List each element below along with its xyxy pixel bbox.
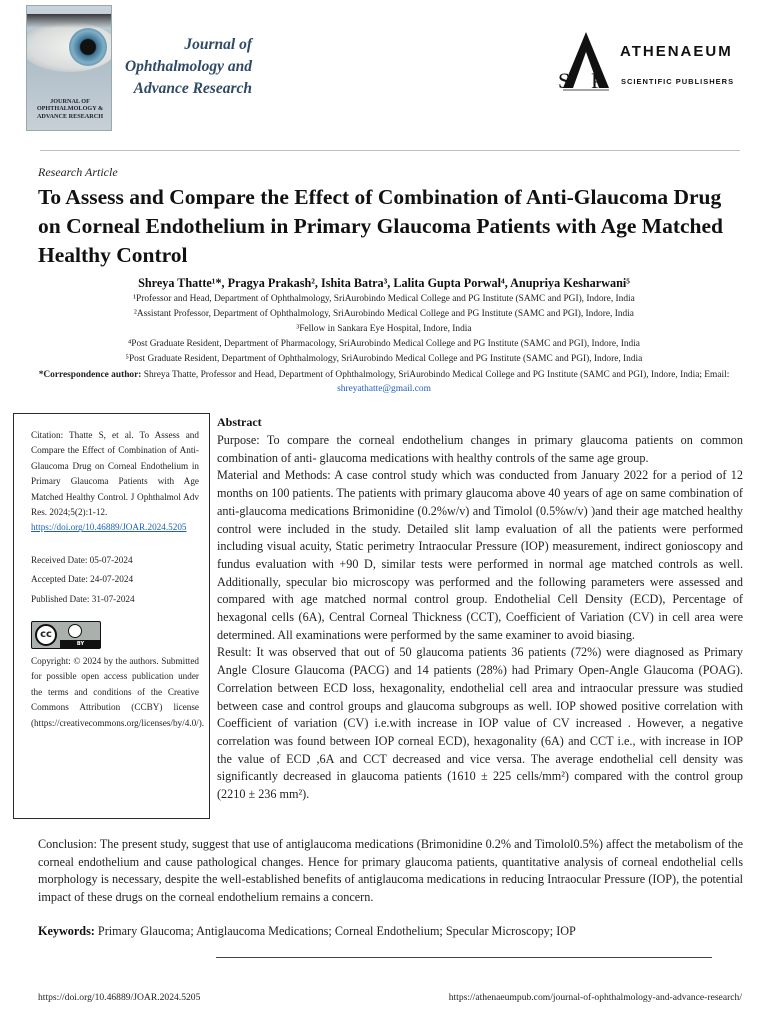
correspondence-label: *Correspondence author: [38,370,142,380]
accepted-date: Accepted Date: 24-07-2024 [31,574,134,585]
affiliation-2: ²Assistant Professor, Department of Ophthalmology, SriAurobindo Medical College and PG Institute (SAMC and PGI), Indore, India [134,309,634,319]
citation-doi-link[interactable]: https://doi.org/10.46889/JOAR.2024.5205 [31,522,187,533]
correspondence [30,368,738,396]
author-list: Shreya Thatte¹*, Pragya Prakash², Ishita Batra³, Lalita Gupta Porwal⁴, Anupriya Kesharwani⁵ [138,276,630,290]
publisher-logo-icon [555,30,617,92]
citation-text: Citation: Thatte S, et al. To Assess and Compare the Effect of Combination of Anti-Glaucoma Drug on Corneal Endothelium in Primary Glaucoma Patients with Age Matched Healthy Control. J Ophthalmol Adv Res. 2024;5(2):1-12. [31,430,199,518]
abstract-methods: Material and Methods: A case control study which was conducted from January 2022 for a period of 12 months on 100 patients. The patients with primary glaucoma above 40 years of age on same combination of anti-glaucoma medications Brimonidine (0.2%w/v) and Timolol (0.5%w/v) )and their age matched healthy control were included in the study. Detailed slit lamp evaluation of all the patients were performed including visual acuity, Static perimetry Intraocular Pressure (IOP) measurement, indirect gonioscopy and fundus evaluation with +90 D, similar tests were performed in normal age matched controls as well. Additionally, specular bio microscopy was performed and the following parameters were assessed and compared with age matched normal control group. Endothelial Cell Density (ECD), Percentage of hexagonal cells (6A), Central Corneal Thickness (CCT), Coefficient of Variation (CV) in cell area were determined. All examinations were performed by the same examiner to avoid biasing. [217,468,743,642]
iris-graphic [69,28,107,66]
keywords-list: Primary Glaucoma; Antiglaucoma Medications; Corneal Endothelium; Specular Microscopy; IOP [94,924,576,938]
citation-box [13,413,210,819]
abstract-result: Result: It was observed that out of 50 glaucoma patients 36 patients (72%) were diagnosed as Primary Angle Closure Glaucoma (PACG) and 14 patients (28%) had Primary Open-Angle Glaucoma (POAG). Correlation between ECD loss, hexagonality, endothelial cell area and intraocular pressure was studied between case and control groups and glaucoma subgroups as well. IOP showed positive correlation with Coefficient of variation (CV) i.e.with increase in IOP value of CV increased . However, a negative correlation was found between IOP corneal ECD), hexagonality (6A) and CCT i.e., with increase in IOP the value of ECD ,6A and CCT decreased and vice versa. The average endothelial cell density was significantly decreased in glaucoma patients (1610 ± 225 cells/mm²) compared with the control group (2210 ± 236 mm²). [217,645,743,802]
email-link[interactable]: shreyathatte@gmail.com [337,384,431,394]
published-date: Published Date: 31-07-2024 [31,593,135,604]
header-divider [40,150,740,151]
affiliation-3: ³Fellow in Sankara Eye Hospital, Indore, India [296,324,472,334]
keywords-label: Keywords: [38,924,95,938]
journal-name: Journal of Ophthalmology and Advance Research [124,36,252,97]
abstract-body [217,432,743,804]
footer-doi-link[interactable]: https://doi.org/10.46889/JOAR.2024.5205 [38,992,201,1003]
footer-journal-url[interactable]: https://athenaeumpub.com/journal-of-ophthalmology-and-advance-research/ [448,992,742,1003]
correspondence-text: Shreya Thatte, Professor and Head, Department of Ophthalmology, SriAurobindo Medical College and PG Institute (SAMC and PGI), Indore, India; Email: [143,370,730,380]
cc-icon: cc [35,624,57,646]
keywords [38,924,743,939]
article-title: To Assess and Compare the Effect of Combination of Anti-Glaucoma Drug on Corneal Endothelium in Primary Glaucoma Patients with Age Matched Healthy Control [38,185,723,267]
by-person-icon [68,624,82,638]
publisher-subtitle: SCIENTIFIC PUBLISHERS [621,77,735,86]
journal-cover-image [26,5,112,131]
article-type: Research Article [38,165,118,179]
abstract-conclusion: Conclusion: The present study, suggest that use of antiglaucoma medications (Brimonidine 0.2% and Timolol0.5%) affect the metabolism of the corneal endothelium and cause pathological changes. Hence for primary glaucoma patients, quantitative analysis of corneal endothelial cells morphology is necessary, despite the well-established benefits of antiglaucoma medications in reducing Intraocular Pressure (IOP), the potential impact of these drugs on the corneal endothelium remains a concern. [38,837,743,905]
affiliation-1: ¹Professor and Head, Department of Ophthalmology, SriAurobindo Medical College and PG Institute (SAMC and PGI), Indore, India [133,294,635,304]
copyright-text: Copyright: © 2024 by the authors. Submitted for possible open access publication under the terms and conditions of the Creative Commons Attribution (CCBY) license (https://creativecommons.org/licenses/by/4.0/). [31,656,205,728]
affiliation-4: ⁴Post Graduate Resident, Department of Pharmacology, SriAurobindo Medical College and PG Institute (SAMC and PGI), Indore, India [128,339,640,349]
by-label: BY [60,640,101,648]
svg-text:P: P [591,68,604,92]
affiliation-5: ⁵Post Graduate Resident, Department of Ophthalmology, SriAurobindo Medical College and PG Institute (SAMC and PGI), Indore, India [125,354,643,364]
publisher-name: ATHENAEUM [620,43,733,60]
publication-dates [31,553,199,607]
cc-by-license-icon[interactable] [31,621,101,649]
svg-text:S: S [558,68,571,92]
received-date: Received Date: 05-07-2024 [31,554,133,565]
abstract-heading: Abstract [217,415,262,429]
cover-text: JOURNAL OF OPHTHALMOLOGY & ADVANCE RESEARCH [36,98,104,120]
footer-divider [216,957,712,958]
abstract-purpose: Purpose: To compare the corneal endothelium changes in primary glaucoma patients on common combination of anti- glaucoma medications with healthy controls of the same age group. [217,433,743,465]
